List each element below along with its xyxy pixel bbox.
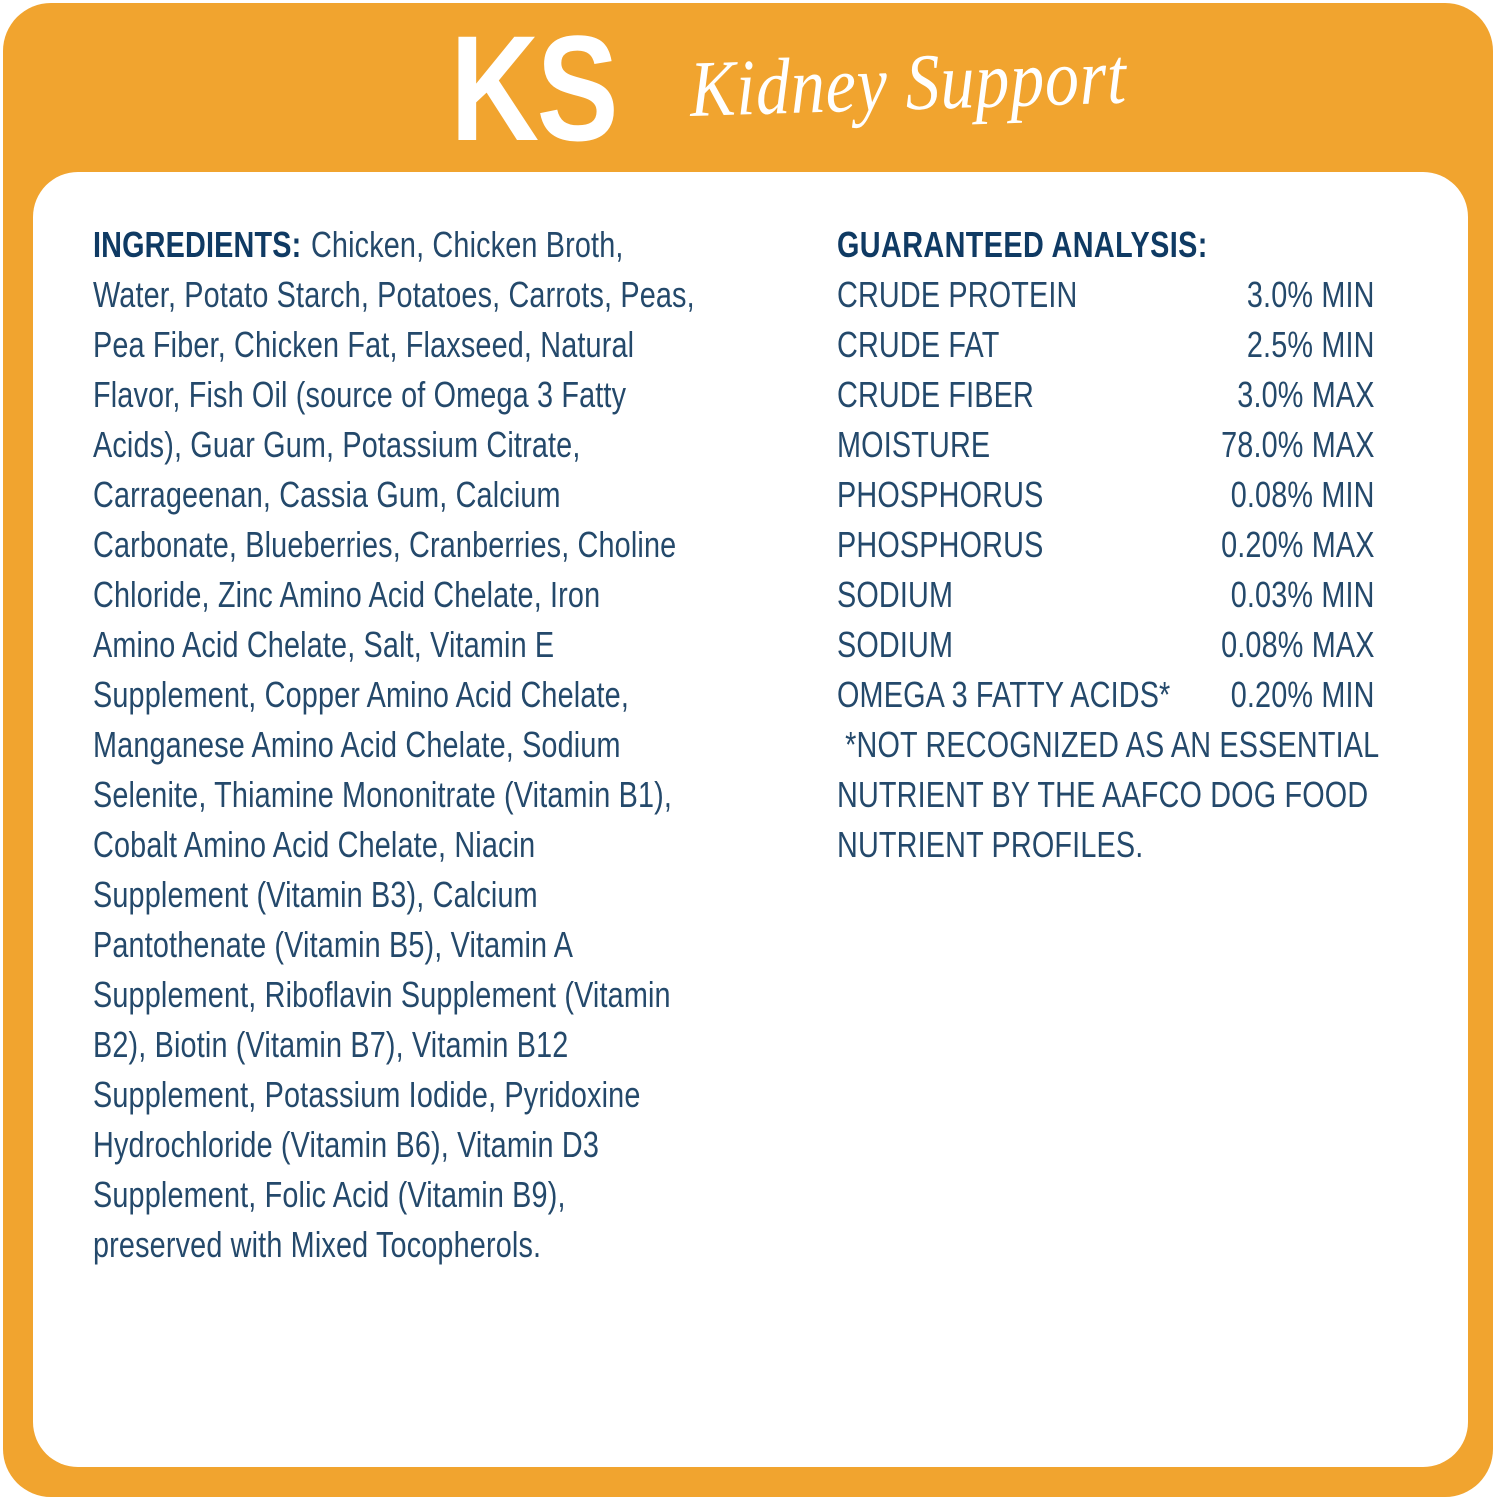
nutrient-name: CRUDE FIBER [837, 374, 1034, 415]
ingredients-section [93, 220, 813, 1270]
ingredient-line: Supplement, Potassium Iodide, Pyridoxine [93, 1074, 641, 1115]
nutrient-value: 0.03% MIN [1230, 574, 1375, 615]
footnote-line: NUTRIENT BY THE AAFCO DOG FOOD [837, 774, 1369, 815]
analysis-row [837, 620, 1375, 670]
nutrient-name: CRUDE PROTEIN [837, 274, 1078, 315]
ingredients-first-line [93, 220, 813, 270]
nutrient-name: PHOSPHORUS [837, 474, 1044, 515]
product-name-script: Kidney Support [688, 32, 1128, 134]
ingredient-line: B2), Biotin (Vitamin B7), Vitamin B12 [93, 1024, 569, 1065]
analysis-rows [837, 270, 1375, 720]
label-header [3, 3, 1493, 172]
ingredient-line: Pantothenate (Vitamin B5), Vitamin A [93, 924, 574, 965]
ingredient-line: Hydrochloride (Vitamin B6), Vitamin D3 [93, 1124, 600, 1165]
ingredient-line: Carbonate, Blueberries, Cranberries, Choline [93, 524, 677, 565]
analysis-row [837, 670, 1375, 720]
ingredient-line: Water, Potato Starch, Potatoes, Carrots, Peas, [93, 274, 695, 315]
nutrient-name: SODIUM [837, 574, 954, 615]
analysis-row [837, 370, 1375, 420]
ingredient-line: Supplement, Copper Amino Acid Chelate, [93, 674, 629, 715]
ingredient-line: Cobalt Amino Acid Chelate, Niacin [93, 824, 536, 865]
ingredient-line: Carrageenan, Cassia Gum, Calcium [93, 474, 561, 515]
product-abbreviation: KS [450, 3, 617, 172]
analysis-row [837, 570, 1375, 620]
nutrient-value: 78.0% MAX [1221, 424, 1375, 465]
ingredient-line: Supplement (Vitamin B3), Calcium [93, 874, 538, 915]
ingredient-line: Amino Acid Chelate, Salt, Vitamin E [93, 624, 555, 665]
analysis-row [837, 420, 1375, 470]
analysis-row [837, 470, 1375, 520]
ingredient-line: Supplement, Folic Acid (Vitamin B9), [93, 1174, 566, 1215]
nutrient-value: 2.5% MIN [1246, 324, 1375, 365]
analysis-footnote [837, 720, 1380, 870]
nutrient-name: MOISTURE [837, 424, 991, 465]
guaranteed-analysis-section [837, 220, 1380, 870]
label-background [3, 3, 1493, 1497]
nutrient-value: 3.0% MIN [1246, 274, 1375, 315]
ingredients-heading: INGREDIENTS: [93, 224, 302, 265]
footnote-line: NUTRIENT PROFILES. [837, 824, 1144, 865]
ingredient-line: preserved with Mixed Tocopherols. [93, 1224, 542, 1265]
ingredient-line: Manganese Amino Acid Chelate, Sodium [93, 724, 621, 765]
guaranteed-analysis-heading: GUARANTEED ANALYSIS: [837, 224, 1208, 265]
nutrient-value: 0.08% MIN [1230, 474, 1375, 515]
nutrient-value: 0.08% MAX [1221, 624, 1375, 665]
analysis-row [837, 520, 1375, 570]
nutrient-value: 3.0% MAX [1237, 374, 1375, 415]
ingredients-lines [93, 270, 813, 1270]
nutrient-value: 0.20% MAX [1221, 524, 1375, 565]
analysis-row [837, 320, 1375, 370]
footnote-line: *NOT RECOGNIZED AS AN ESSENTIAL [837, 724, 1380, 765]
ingredient-line: Supplement, Riboflavin Supplement (Vitamin [93, 974, 671, 1015]
nutrient-name: SODIUM [837, 624, 954, 665]
ingredient-line: Pea Fiber, Chicken Fat, Flaxseed, Natural [93, 324, 635, 365]
nutrient-name: OMEGA 3 FATTY ACIDS* [837, 674, 1171, 715]
nutrient-value: 0.20% MIN [1230, 674, 1375, 715]
nutrient-name: PHOSPHORUS [837, 524, 1044, 565]
ingredient-line: Selenite, Thiamine Mononitrate (Vitamin B1), [93, 774, 673, 815]
label-body [33, 172, 1468, 1467]
analysis-row [837, 270, 1375, 320]
ingredient-line: Acids), Guar Gum, Potassium Citrate, [93, 424, 581, 465]
ingredients-first-line-text: Chicken, Chicken Broth, [310, 224, 624, 265]
nutrient-name: CRUDE FAT [837, 324, 1000, 365]
ingredient-line: Flavor, Fish Oil (source of Omega 3 Fatty [93, 374, 627, 415]
ingredient-line: Chloride, Zinc Amino Acid Chelate, Iron [93, 574, 601, 615]
